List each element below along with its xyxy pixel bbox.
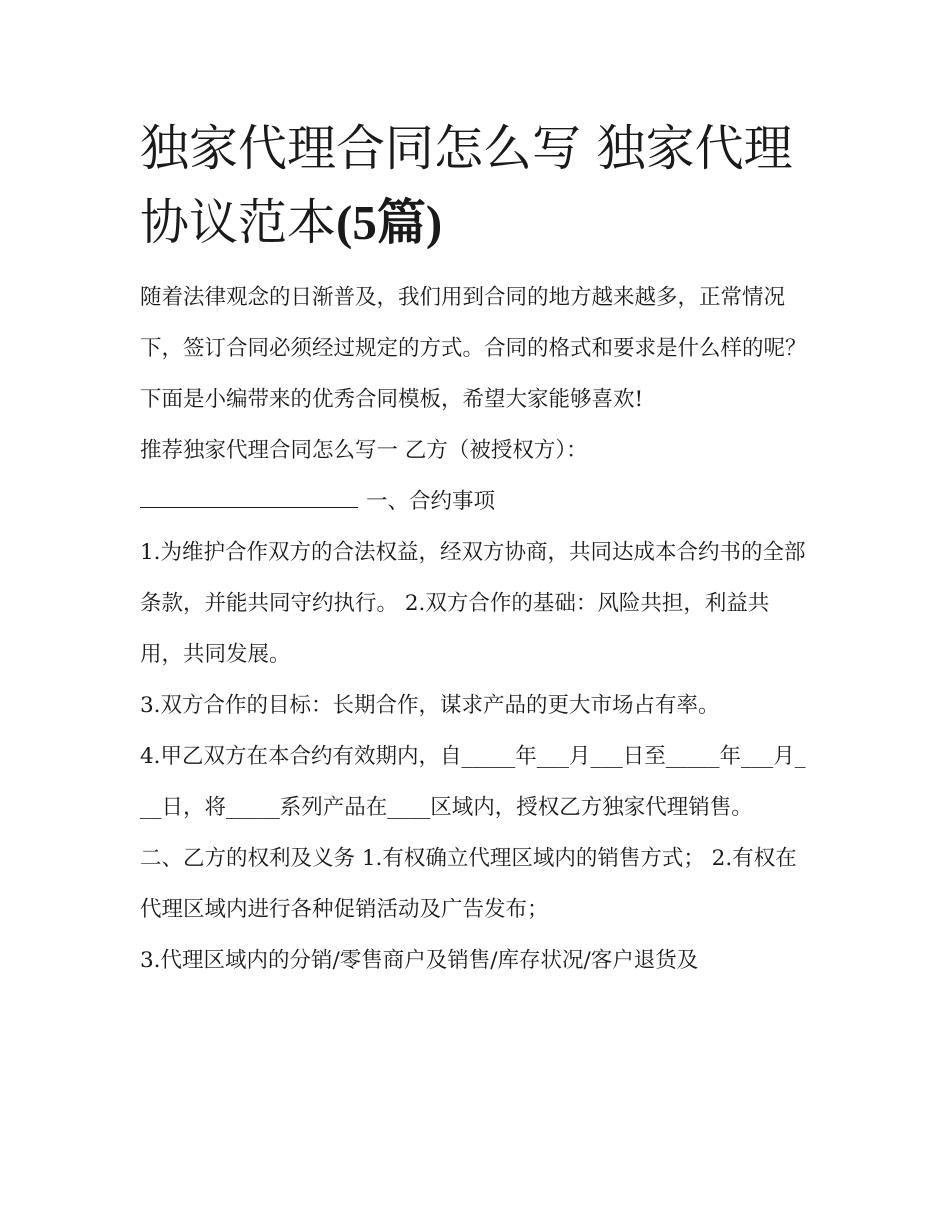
fill-in-blank <box>140 487 358 508</box>
section-2: 二、乙方的权利及义务 1.有权确立代理区域内的销售方式； 2.有权在代理区域内进行各种促销活动及广告发布； <box>140 846 797 922</box>
intro-paragraph: 随着法律观念的日渐普及，我们用到合同的地方越来越多，正常情况下，签订合同必须经过规定的方式。合同的格式和要求是什么样的呢？下面是小编带来的优秀合同模板，希望大家能够喜欢! <box>140 285 807 412</box>
clause-4: 4.甲乙双方在本合约有效期内，自_____年___月___日至_____年___月___日，将_____系列产品在____区域内，授权乙方独家代理销售。 <box>140 744 806 820</box>
clause-1-2: 1.为维护合作双方的合法权益，经双方协商，共同达成本合约书的全部条款，并能共同守约执行。 2.双方合作的基础：风险共担，利益共用，共同发展。 <box>140 540 806 667</box>
recommend-heading: 推荐独家代理合同怎么写一 乙方（被授权方）： <box>140 438 588 463</box>
section-2-clause-3: 3.代理区域内的分销/零售商户及销售/库存状况/客户退货及 <box>140 948 699 973</box>
blank-line-paragraph <box>140 476 812 527</box>
title-main: 独家代理合同怎么写 独家代理协议范本 <box>140 120 793 251</box>
section-heading-1: 一、合约事项 <box>366 489 496 514</box>
clause-3: 3.双方合作的目标：长期合作，谋求产品的更大市场占有率。 <box>140 693 720 718</box>
document-title <box>140 112 812 260</box>
title-count: (5篇) <box>336 195 443 250</box>
document-page <box>140 112 812 986</box>
